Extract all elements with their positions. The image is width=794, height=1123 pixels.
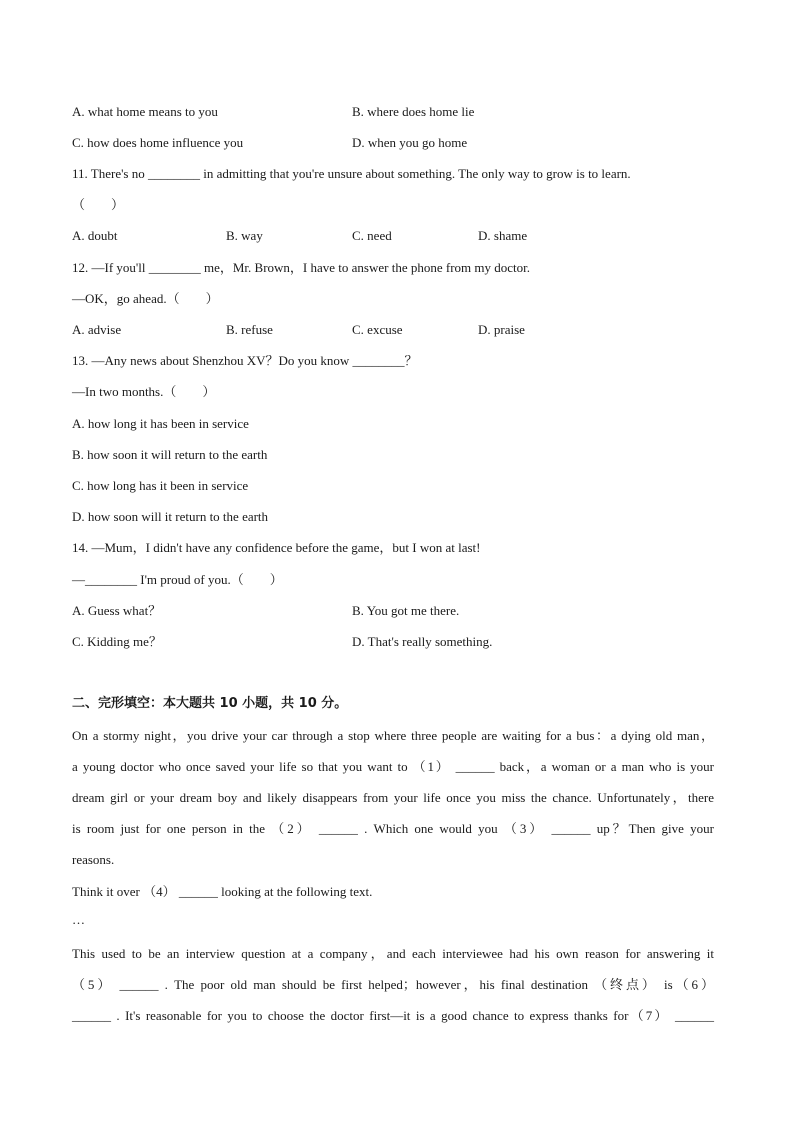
q14-option-d[interactable]: D. That's really something. — [352, 634, 493, 649]
cloze-line-3: dream girl or your dream boy and likely disappears from your life once you miss the chance. Unfortunately，there — [72, 790, 714, 805]
q10-option-b[interactable]: B. where does home lie — [352, 104, 475, 119]
q12-stem: 12. —If you'll ________ me，Mr. Brown，I have to answer the phone from my doctor. — [72, 260, 530, 275]
cloze-line-1: On a stormy night，you drive your car through a stop where three people are waiting for a bus：a dying old man， — [72, 728, 714, 743]
q14-option-a[interactable]: A. Guess what？ — [72, 603, 162, 618]
q11-option-a[interactable]: A. doubt — [72, 228, 118, 243]
q12-option-d[interactable]: D. praise — [478, 322, 525, 337]
q13-option-d[interactable]: D. how soon will it return to the earth — [72, 509, 269, 524]
q14-stem: 14. —Mum，I didn't have any confidence before the game，but I won at last! — [72, 540, 481, 555]
cloze-line-9: （5） ______ . The poor old man should be first helped；however，his final destination （终点） is（6） — [72, 977, 714, 992]
q13-reply: —In two months.（ ） — [72, 384, 216, 399]
q13-option-a[interactable]: A. how long it has been in service — [72, 416, 249, 431]
cloze-line-4: is room just for one person in the （2） ______ . Which one would you （3） ______ up？Then give your — [72, 821, 714, 836]
q13-stem: 13. —Any news about Shenzhou XV？Do you know ________？ — [72, 353, 418, 368]
cloze-line-5: reasons. — [72, 852, 115, 867]
q12-option-c[interactable]: C. excuse — [352, 322, 403, 337]
cloze-line-10: ______ . It's reasonable for you to choose the doctor first—it is a good chance to express thanks for（7） ______ — [72, 1008, 714, 1023]
q14-option-b[interactable]: B. You got me there. — [352, 603, 460, 618]
q13-option-b[interactable]: B. how soon it will return to the earth — [72, 447, 268, 462]
q10-option-d[interactable]: D. when you go home — [352, 135, 468, 150]
q10-option-c[interactable]: C. how does home influence you — [72, 135, 244, 150]
q11-option-d[interactable]: D. shame — [478, 228, 528, 243]
q11-option-c[interactable]: C. need — [352, 228, 392, 243]
q13-option-c[interactable]: C. how long has it been in service — [72, 478, 249, 493]
q14-reply: —________ I'm proud of you.（ ） — [72, 572, 283, 587]
q10-option-a[interactable]: A. what home means to you — [72, 104, 218, 119]
cloze-ellipsis: … — [72, 912, 85, 927]
cloze-line-6: Think it over （4） ______ looking at the following text. — [72, 884, 373, 899]
q11-stem: 11. There's no ________ in admitting that you're unsure about something. The only way to grow is to learn. — [72, 166, 631, 181]
q11-answer-paren: （ ） — [72, 197, 125, 212]
cloze-line-8: This used to be an interview question at a company，and each interviewee had his own reason for answering it — [72, 946, 714, 961]
q11-option-b[interactable]: B. way — [226, 228, 263, 243]
q12-option-b[interactable]: B. refuse — [226, 322, 273, 337]
section-heading: 二、完形填空：本大题共 10 小题，共 10 分。 — [72, 696, 348, 711]
cloze-line-2: a young doctor who once saved your life so that you want to （1） ______ back，a woman or a man who is your — [72, 759, 714, 774]
q12-option-a[interactable]: A. advise — [72, 322, 122, 337]
q12-reply: —OK，go ahead.（ ） — [72, 291, 219, 306]
q14-option-c[interactable]: C. Kidding me？ — [72, 634, 162, 649]
